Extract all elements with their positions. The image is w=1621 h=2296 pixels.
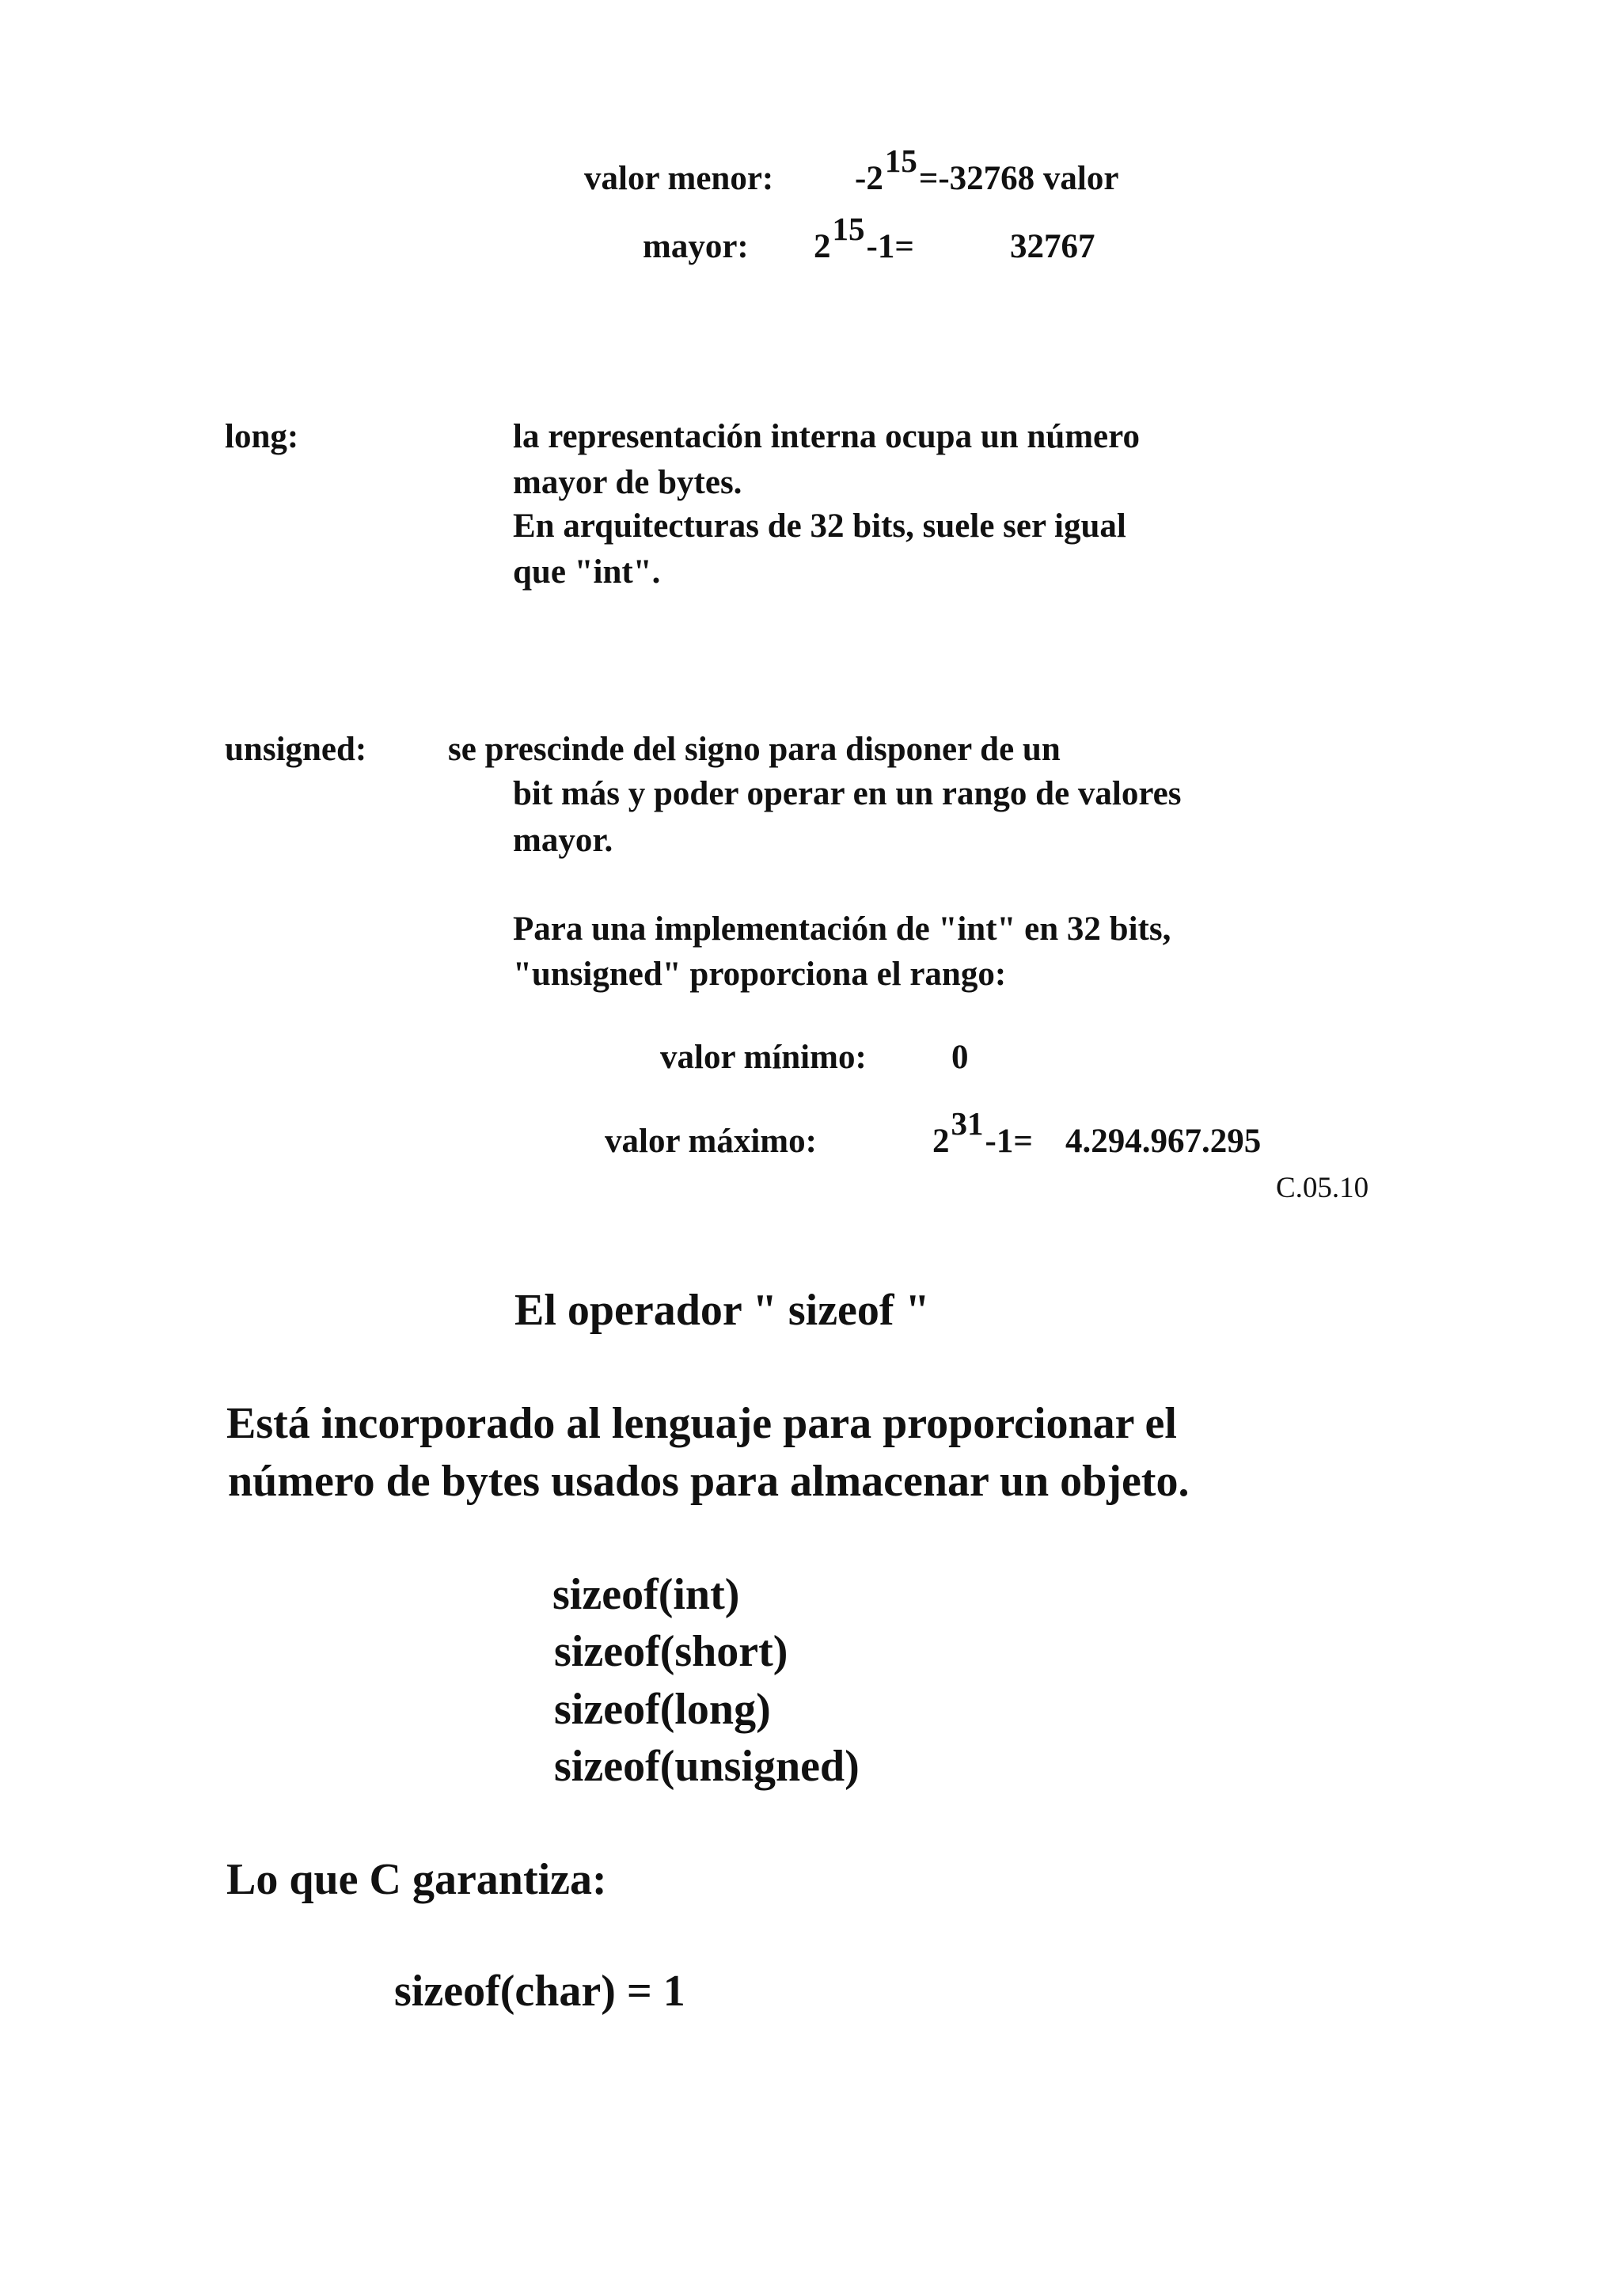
short-min-exponent: 15 [884, 143, 917, 179]
sizeof-example-3: sizeof(long) [554, 1685, 771, 1734]
long-line-4: que "int". [513, 553, 661, 591]
unsigned-max-exponent: 31 [951, 1105, 984, 1142]
guarantee-heading: Lo que C garantiza: [226, 1855, 607, 1904]
sizeof-intro-line-2: número de bytes usados para almacenar un objeto. [228, 1457, 1190, 1506]
unsigned-line-1: se prescinde del signo para disponer de un [448, 731, 1061, 768]
guarantee-statement: sizeof(char) = 1 [394, 1967, 685, 2016]
unsigned-max-value: 4.294.967.295 [1065, 1123, 1262, 1160]
unsigned-min-label: valor mínimo: [660, 1039, 867, 1076]
short-max-label: mayor: [643, 228, 749, 265]
short-min-prefix: -2 [855, 160, 883, 197]
unsigned-max-expression [932, 1105, 1033, 1160]
short-min-label: valor menor: [584, 160, 774, 197]
long-line-1: la representación interna ocupa un número [513, 418, 1140, 455]
unsigned-max-base: 2 [932, 1123, 950, 1160]
unsigned-para2-line-2: "unsigned" proporciona el rango: [513, 956, 1007, 993]
sizeof-example-4: sizeof(unsigned) [554, 1742, 860, 1791]
unsigned-min-value: 0 [951, 1039, 969, 1076]
unsigned-para2-line-1: Para una implementación de "int" en 32 bits, [513, 910, 1171, 948]
short-min-suffix: =-32768 valor [918, 160, 1119, 197]
unsigned-line-3: mayor. [513, 822, 613, 859]
sizeof-title: El operador " sizeof " [514, 1286, 930, 1335]
long-line-2: mayor de bytes. [513, 464, 742, 501]
long-line-3: En arquitecturas de 32 bits, suele ser igual [513, 507, 1126, 545]
sizeof-example-2: sizeof(short) [554, 1627, 788, 1676]
unsigned-line-2: bit más y poder operar en un rango de valores [513, 775, 1182, 812]
page-code: C.05.10 [1276, 1172, 1369, 1204]
unsigned-max-suffix: -1= [985, 1123, 1033, 1160]
short-max-expression [814, 211, 914, 265]
short-max-base: 2 [814, 228, 831, 265]
sizeof-example-1: sizeof(int) [552, 1570, 740, 1619]
short-min-expression [855, 143, 1119, 197]
short-max-exponent: 15 [832, 211, 865, 247]
long-term: long: [225, 418, 299, 455]
unsigned-term: unsigned: [225, 731, 367, 768]
short-max-value: 32767 [1010, 228, 1095, 265]
unsigned-max-label: valor máximo: [605, 1123, 817, 1160]
short-max-suffix: -1= [866, 228, 914, 265]
sizeof-intro-line-1: Está incorporado al lenguaje para proporcionar el [226, 1399, 1177, 1448]
